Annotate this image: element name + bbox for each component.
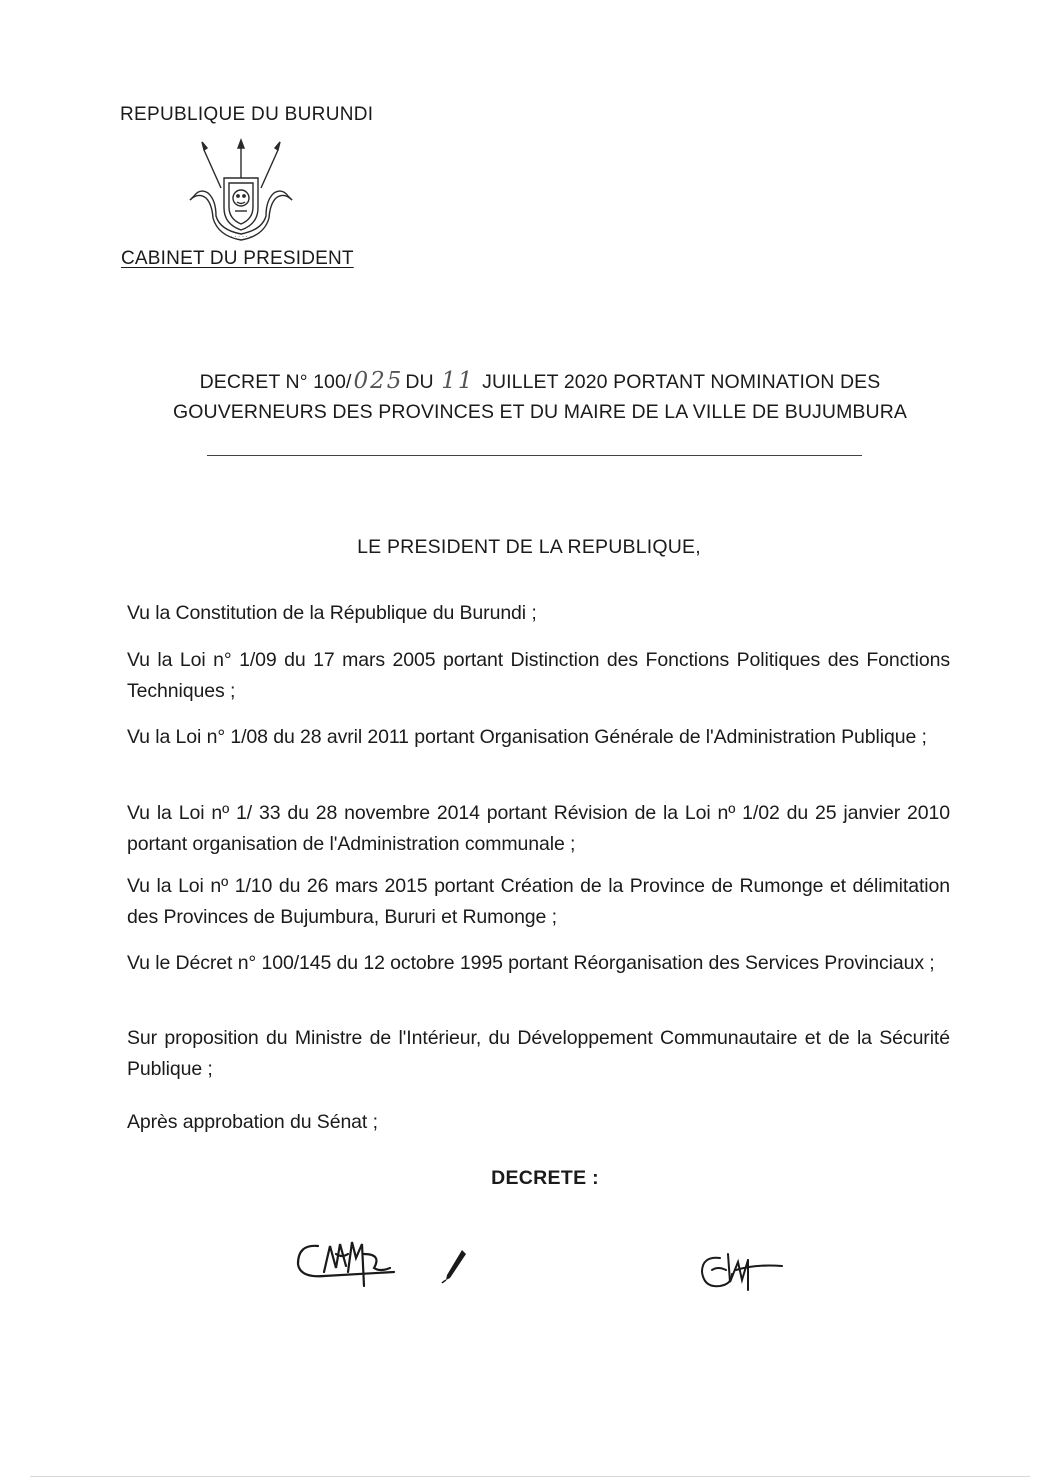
- clause-loi-2005: Vu la Loi n° 1/09 du 17 mars 2005 portant Distinction des Fonctions Politiques des Fonctions Techniques ;: [127, 649, 950, 702]
- handwritten-day: 11: [441, 368, 475, 394]
- pen-mark-icon: [440, 1246, 470, 1284]
- decree-title: [150, 366, 930, 427]
- decree-title-line-1: [150, 366, 930, 397]
- clause-loi-2014: Vu la Loi nº 1/ 33 du 28 novembre 2014 portant Révision de la Loi nº 1/02 du 25 janvier 2010 portant organisation de l'Administration communale ;: [127, 802, 950, 855]
- title-part-2: DU: [405, 371, 434, 393]
- burundi-coat-of-arms-icon: [186, 138, 296, 246]
- clause-loi-2011: Vu la Loi n° 1/08 du 28 avril 2011 portant Organisation Générale de l'Administration Publique ;: [127, 726, 927, 748]
- clause-decret-1995: Vu le Décret n° 100/145 du 12 octobre 1995 portant Réorganisation des Services Provinciaux ;: [127, 952, 935, 974]
- header-republic: REPUBLIQUE DU BURUNDI: [120, 104, 374, 125]
- title-part-3: JUILLET 2020 PORTANT NOMINATION DES: [482, 371, 881, 393]
- handwritten-initials-icon: [692, 1240, 784, 1300]
- clause-loi-2015: Vu la Loi nº 1/10 du 26 mars 2015 portant Création de la Province de Rumonge et délimitation des Provinces de Bujumbura, Bururi et Rumonge ;: [127, 875, 950, 928]
- clause-proposition: Sur proposition du Ministre de l'Intérieur, du Développement Communautaire et de la Sécurité Publique ;: [127, 1027, 950, 1080]
- page-bottom-edge: [30, 1476, 1030, 1477]
- header-cabinet: CABINET DU PRESIDENT: [121, 248, 354, 269]
- clause-approbation: Après approbation du Sénat ;: [127, 1111, 378, 1133]
- handwritten-signature-icon: [290, 1232, 400, 1294]
- title-part-1: DECRET N° 100/: [199, 371, 352, 393]
- svg-text:· · · · · ·: · · · · · ·: [230, 234, 252, 241]
- president-heading: LE PRESIDENT DE LA REPUBLIQUE,: [357, 536, 701, 558]
- decree-title-line-2: GOUVERNEURS DES PROVINCES ET DU MAIRE DE LA VILLE DE BUJUMBURA: [172, 401, 907, 423]
- title-divider: [207, 455, 862, 456]
- handwritten-decree-number: 025: [353, 368, 404, 394]
- clause-constitution: Vu la Constitution de la République du Burundi ;: [127, 602, 537, 624]
- decrete-heading: DECRETE :: [491, 1167, 599, 1189]
